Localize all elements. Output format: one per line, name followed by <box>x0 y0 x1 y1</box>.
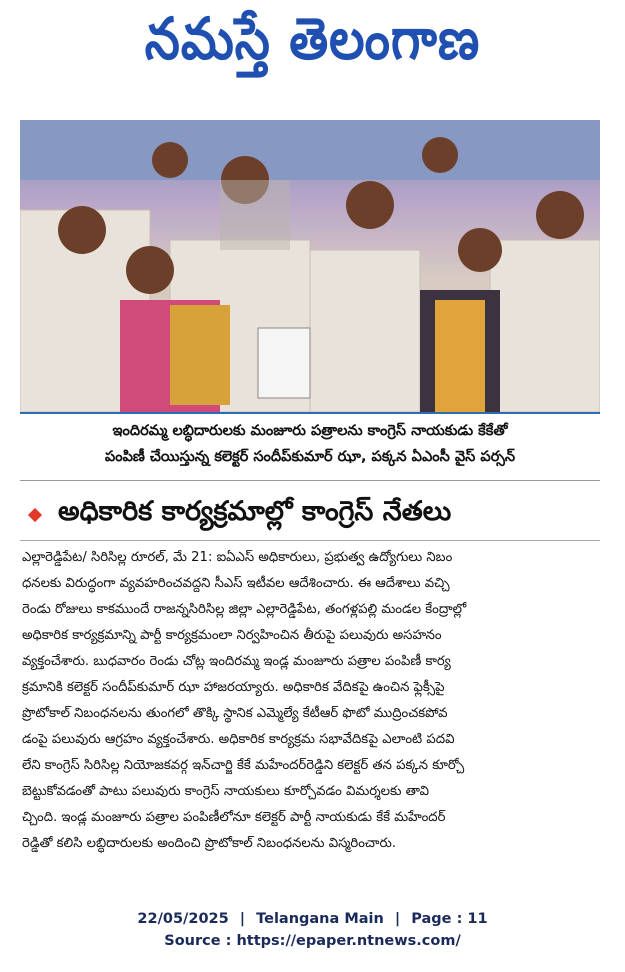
caption-divider <box>20 480 600 481</box>
footer-date: 22/05/2025 <box>137 911 229 927</box>
masthead <box>0 0 625 92</box>
footer-meta <box>0 908 625 930</box>
article-line: రెండు రోజులు కాకముందే రాజన్నసిరిసిల్ల జిల్లా ఎల్లారెడ్డిపేట, తంగళ్లపల్లి మండల కేంద్రాల్లో <box>22 602 467 617</box>
photo-divider <box>20 412 600 414</box>
article-line: క్రమానికి కలెక్టర్ సందీప్‌కుమార్ ఝా హాజరయ్యారు. అధికారిక వేదికపై ఉంచిన ఫ్లెక్సీపై <box>22 680 445 695</box>
footer-separator: | <box>239 911 246 927</box>
article-headline: అధికారిక కార్యక్రమాల్లో కాంగ్రెస్ నేతలు <box>58 496 452 527</box>
caption-line: పంపిణీ చేయిస్తున్న కలెక్టర్ సందీప్‌కుమార్ ఝా, పక్కన ఏఎంసీ వైస్ పర్సన్ <box>104 449 516 465</box>
article-line: వ్యక్తంచేశారు. బుధవారం రెండు చోట్ల ఇందిరమ్మ ఇండ్ల మంజూరు పత్రాల పంపిణీ కార్య <box>22 654 451 669</box>
article-line: చ్చింది. ఇండ్ల మంజూరు పత్రాల పంపిణీలోనూ కలెక్టర్ పార్టీ నాయకుడు కేకే మహేందర్ <box>22 810 446 825</box>
article-line: ప్రొటోకాల్ నిబంధనలను తుంగలో తొక్కి స్థానిక ఎమ్మెల్యే కేటీఆర్ ఫొటో ముద్రించకపోవ <box>22 706 448 721</box>
headline-block <box>20 492 600 538</box>
footer-edition: Telangana Main <box>256 911 384 927</box>
photo-caption <box>20 418 600 470</box>
footer-page: Page : 11 <box>411 911 488 927</box>
headline-divider <box>20 540 600 541</box>
article-line: బెట్టుకోవడంతో పాటు పలువురు కాంగ్రెస్ నాయకులు కూర్చోవడం విమర్శలకు తావి <box>22 784 429 799</box>
footer-source[interactable]: Source : https://epaper.ntnews.com/ <box>164 933 461 949</box>
footer-separator: | <box>394 911 401 927</box>
caption-line: ఇందిరమ్మ లబ్ధిదారులకు మంజూరు పత్రాలను కాంగ్రెస్ నాయకుడు కేకేతో <box>112 423 508 439</box>
article-line: రెడ్డితో కలిసి లబ్ధిదారులకు అందించి ప్రొటోకాల్ నిబంధనలను విస్మరించారు. <box>22 836 397 851</box>
news-photo <box>20 120 600 412</box>
article-line: లేని కాంగ్రెస్ సిరిసిల్ల నియోజకవర్గ ఇన్‌చార్జి కేకే మహేందర్‌రెడ్డిని కలెక్టర్ తన పక్కన కూర్చో <box>22 758 465 773</box>
diamond-bullet-icon <box>28 508 42 522</box>
page-footer <box>0 908 625 952</box>
photo-illustration <box>20 120 600 412</box>
article-line: ధనలకు విరుద్ధంగా వ్యవహరించవద్దని సీఎస్ ఇటీవల ఆదేశించారు. ఈ ఆదేశాలు వచ్చి <box>22 576 450 591</box>
article-line: డంపై పలువురు ఆగ్రహం వ్యక్తంచేశారు. అధికారిక కార్యక్రమ సభావేదికపై ఎలాంటి పదవి <box>22 732 455 747</box>
article-line: అధికారిక కార్యక్రమాన్ని పార్టీ కార్యక్రమంలా నిర్వహించిన తీరుపై పలువురు అసహనం <box>22 628 442 643</box>
article-body <box>22 545 602 857</box>
newspaper-logo: నమస్తే తెలంగాణ <box>144 5 481 72</box>
article-line: ఎల్లారెడ్డిపేట/ సిరిసిల్ల రూరల్, మే 21: ఐఏఎస్ అధికారులు, ప్రభుత్వ ఉద్యోగులు నిబం <box>22 550 453 565</box>
